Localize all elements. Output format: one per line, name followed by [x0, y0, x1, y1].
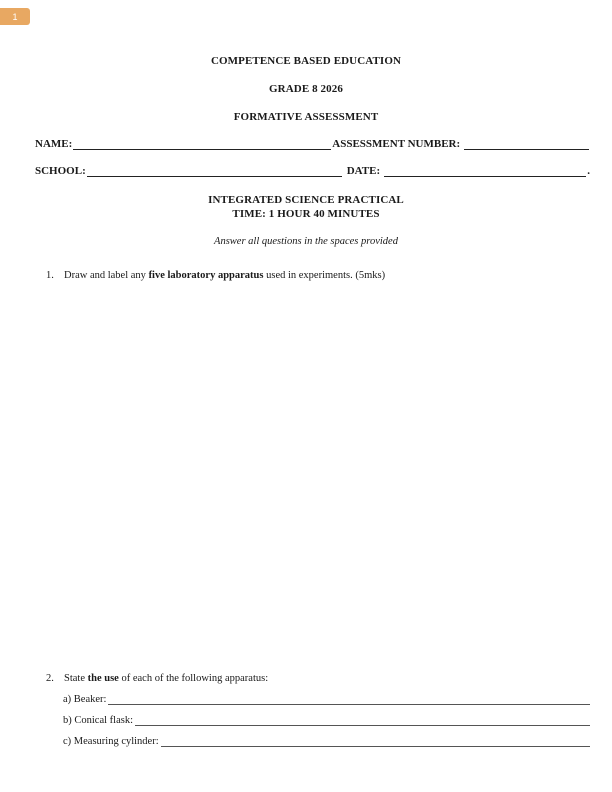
assessment-number-blank-line[interactable] [464, 140, 589, 150]
question-2 [46, 673, 268, 684]
school-date-row [35, 165, 590, 177]
question-2-text-after: of each of the following apparatus: [118, 673, 269, 684]
question-1-bold-text: five laboratory apparatus [148, 270, 264, 281]
question-2b-row [63, 715, 590, 726]
header-education: COMPETENCE BASED EDUCATION [210, 55, 402, 67]
question-1 [46, 270, 385, 281]
date-label: DATE: [346, 165, 381, 177]
question-1-text-after: used in experiments. (5mks) [263, 270, 386, 281]
assessment-number-label: ASSESSMENT NUMBER: [332, 138, 461, 150]
header-grade: GRADE 8 2026 [269, 83, 343, 95]
paper-title: INTEGRATED SCIENCE PRACTICAL [208, 194, 404, 206]
question-1-text-before: Draw and label any [64, 270, 149, 281]
question-2-number: 2. [46, 673, 54, 684]
page-number-badge: 1 [0, 8, 30, 25]
question-2b-label: b) Conical flask: [63, 715, 133, 726]
question-1-number: 1. [46, 270, 54, 281]
question-2c-label: c) Measuring cylinder: [63, 736, 159, 747]
question-2c-answer-line[interactable] [161, 737, 590, 747]
question-2a-label: a) Beaker: [63, 694, 107, 705]
date-end-mark: . [587, 165, 590, 177]
date-blank-line[interactable] [384, 167, 586, 177]
school-blank-line[interactable] [87, 167, 342, 177]
instructions-text: Answer all questions in the spaces provided [214, 236, 398, 247]
name-assessment-row [35, 138, 590, 150]
name-blank-line[interactable] [73, 140, 331, 150]
paper-time: TIME: 1 HOUR 40 MINUTES [232, 208, 380, 220]
question-2a-answer-line[interactable] [108, 695, 590, 705]
question-2-text-before: State [64, 673, 88, 684]
question-2a-row [63, 694, 590, 705]
question-2-bold-text: the use [87, 673, 119, 684]
header-assessment-type: FORMATIVE ASSESSMENT [233, 111, 379, 123]
question-2b-answer-line[interactable] [135, 716, 590, 726]
question-2c-row [63, 736, 590, 747]
name-label: NAME: [35, 138, 73, 150]
school-label: SCHOOL: [35, 165, 86, 177]
